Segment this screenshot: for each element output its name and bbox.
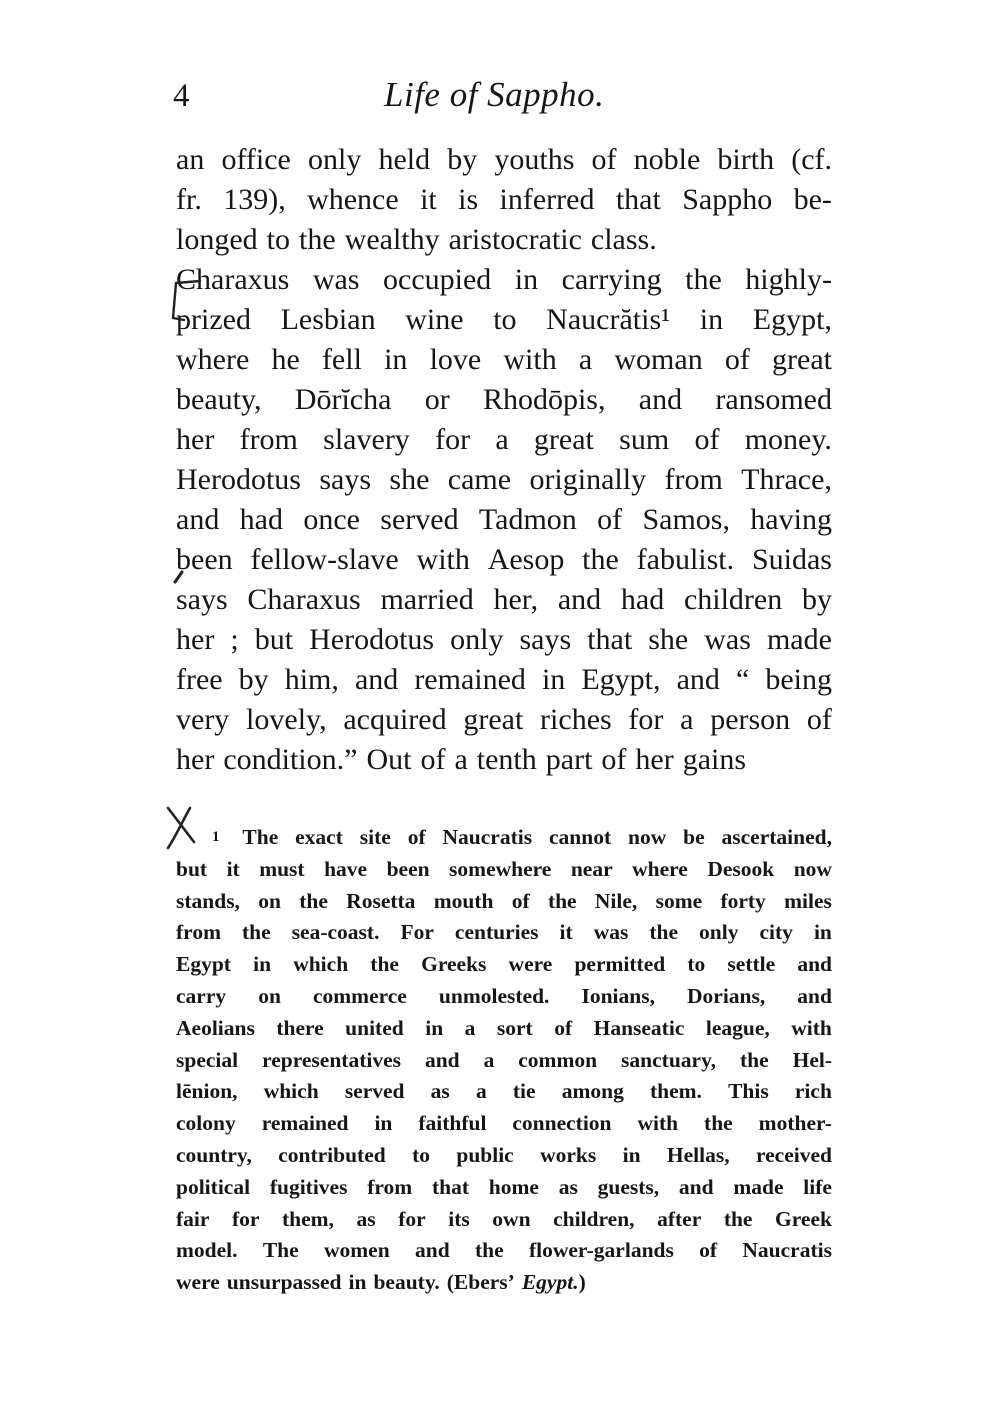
page-number: 4 [173,78,190,114]
footnote-marker: 1 [212,829,220,845]
body-line: very lovely, acquired great riches for a person of [176,703,832,736]
body-line: says Charaxus married her, and had children by [176,583,832,616]
footnote-line: special representatives and a common sanctuary, the Hel- [176,1047,832,1072]
footnote-line: fair for them, as for its own children, after the Greek [176,1206,832,1231]
footnote-line: but it must have been somewhere near where Desook now [176,856,832,881]
footnote-line: 1 The exact site of Naucratis cannot now be ascertained, [176,822,832,854]
pencil-check-mark [160,542,200,592]
body-line: been fellow-slave with Aesop the fabulist. Suidas [176,543,832,576]
body-line: fr. 139), whence it is inferred that Sappho be- [176,183,832,216]
footnote-line: colony remained in faithful connection with the mother- [176,1111,832,1136]
body-line: Charaxus was occupied in carrying the highly- [176,263,832,296]
body-line: free by him, and remained in Egypt, and “ being [176,663,832,696]
body-line: her condition.” Out of a tenth part of her gains [176,743,747,776]
body-line: longed to the wealthy aristocratic class. [176,223,657,256]
pencil-bracket-mark [160,272,220,332]
footnote [176,822,832,1299]
citation-title: Egypt. [521,1270,579,1295]
footnote-line: from the sea-coast. For centuries it was the only city in [176,920,832,945]
footnote-line: country, contributed to public works in Hellas, received [176,1142,832,1167]
footnote-line: Egypt in which the Greeks were permitted to settle and [176,952,832,977]
main-text [176,140,832,780]
body-line: her ; but Herodotus only says that she was made [176,623,832,656]
footnote-line: were unsurpassed in beauty. (Ebers’ Egypt. ) [176,1267,832,1299]
footnote-line: carry on commerce unmolested. Ionians, Dorians, and [176,983,832,1008]
body-line: prized Lesbian wine to Naucrătis¹ in Egypt, [176,303,832,336]
pencil-cross-mark [160,802,210,854]
footnote-line: lēnion, which served as a tie among them. This rich [176,1079,832,1104]
running-title: Life of Sappho. [384,75,605,114]
body-line: beauty, Dōrĭcha or Rhodōpis, and ransomed [176,383,832,416]
footnote-line: Aeolians there united in a sort of Hanseatic league, with [176,1015,832,1040]
body-line: and had once served Tadmon of Samos, having [176,503,832,536]
body-line: an office only held by youths of noble birth (cf. [176,143,832,176]
body-line: where he fell in love with a woman of great [176,343,832,376]
footnote-line: model. The women and the flower-garlands of Naucratis [176,1238,832,1263]
footnote-line: political fugitives from that home as guests, and made life [176,1174,832,1199]
body-line: her from slavery for a great sum of money. [176,423,832,456]
footnote-line: stands, on the Rosetta mouth of the Nile, some forty miles [176,888,832,913]
body-line: Herodotus says she came originally from Thrace, [176,463,832,496]
